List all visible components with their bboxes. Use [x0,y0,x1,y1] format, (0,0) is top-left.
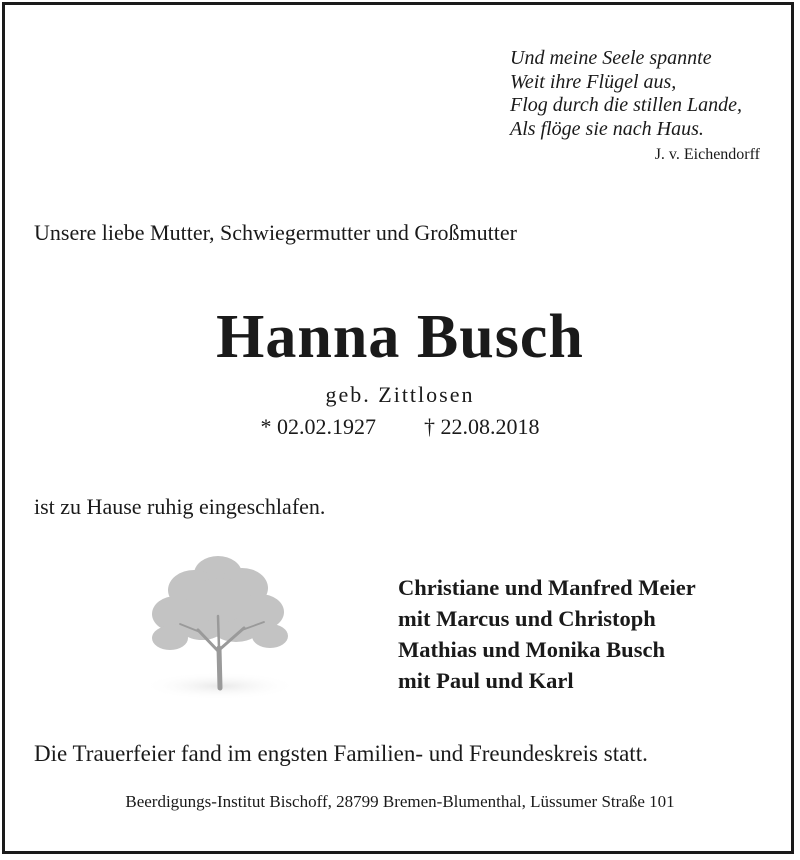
tree-icon [140,552,300,702]
born-name: geb. Zittlosen [325,382,475,407]
deceased-name: Hanna Busch [216,303,584,371]
intro-text: Unsere liebe Mutter, Schwiegermutter und Großmutter [34,220,517,245]
poem-line: Und meine Seele spannte [510,47,712,69]
death-date: † 22.08.2018 [424,414,540,439]
poem-line: Als flöge sie nach Haus. [510,117,704,140]
funeral-home: Beerdigungs-Institut Bischoff, 28799 Bremen-Blumenthal, Lüssumer Straße 101 [125,792,675,811]
birth-date: * 02.02.1927 [260,414,376,439]
poem-line: Flog durch die stillen Lande, [510,94,743,116]
poem-line: Weit ihre Flügel aus, [510,70,677,93]
passed-text: ist zu Hause ruhig eingeschlafen. [34,494,326,519]
poem [510,47,742,141]
ceremony-note: Die Trauerfeier fand im engsten Familien- und Freundeskreis statt. [34,741,648,766]
family-list [398,572,696,696]
poem-author: J. v. Eichendorff [654,146,760,163]
family-member: Mathias und Monika Busch [398,637,665,662]
family-member: mit Marcus und Christoph [398,606,656,631]
family-member: mit Paul und Karl [398,668,574,693]
family-member: Christiane und Manfred Meier [398,575,696,600]
life-dates [0,414,800,440]
